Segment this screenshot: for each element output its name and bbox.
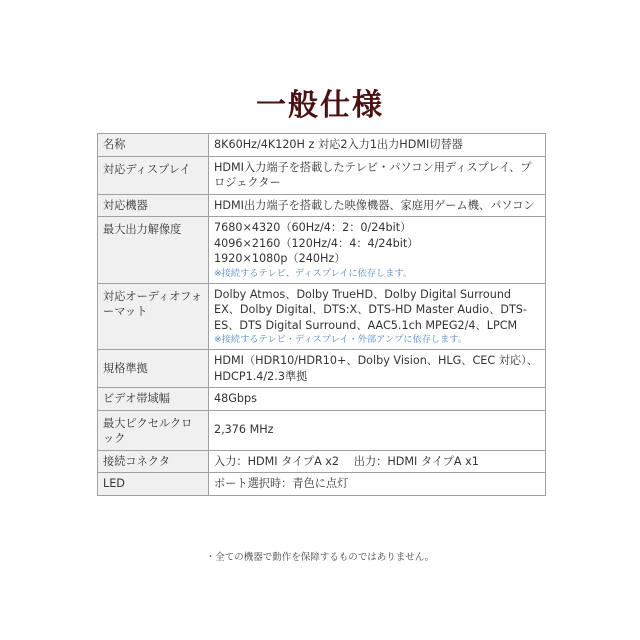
value-line: 2,376 MHz [214, 423, 274, 437]
row-value [209, 410, 546, 450]
row-label: 接続コネクタ [98, 450, 209, 473]
row-label: 名称 [98, 134, 209, 157]
table-row [98, 217, 546, 284]
value-line: HDMI入力端子を搭載したテレビ・パソコン用ディスプレイ、プロジェクター [214, 160, 532, 189]
table-row [98, 194, 546, 217]
row-value [209, 283, 546, 350]
value-line: Dolby Atmos、Dolby TrueHD、Dolby Digital Surround EX、Dolby Digital、DTS:X、DTS-HD Master Audio、DTS-ES、DTS Digital Surround、AAC5.1ch MPEG2/4、LPCM [214, 287, 527, 332]
row-label: 最大ピクセルクロック [98, 410, 209, 450]
table-row [98, 450, 546, 473]
row-label: ビデオ帯域幅 [98, 388, 209, 411]
value-line: ポート選択時：青色に点灯 [214, 477, 349, 490]
table-row [98, 410, 546, 450]
value-line: 入力：HDMI タイプA x2 出力：HDMI タイプA x1 [214, 454, 479, 468]
row-label: 最大出力解像度 [98, 217, 209, 284]
footnote: ・全ての機器で動作を保障するものではありません。 [205, 552, 435, 563]
row-label: 対応オーディオフォーマット [98, 283, 209, 350]
note-text: ※接続するテレビ・ディスプレイ・外部アンプに依存します。 [214, 334, 467, 345]
table-row [98, 156, 546, 194]
row-value [209, 388, 546, 411]
value-line: HDMI出力端子を搭載した映像機器、家庭用ゲーム機、パソコン [214, 198, 535, 212]
row-value [209, 350, 546, 388]
row-label: 規格準拠 [98, 350, 209, 388]
value-line: 48Gbps [214, 392, 257, 405]
table-row [98, 388, 546, 411]
page-title: 一般仕様 [256, 88, 384, 123]
table-row [98, 473, 546, 496]
value-line: 7680×4320（60Hz/4：2：0/24bit） [214, 221, 412, 234]
note-text: ※接続するテレビ、ディスプレイに依存します。 [214, 267, 413, 279]
row-label: LED [98, 473, 209, 496]
row-value [209, 473, 546, 496]
table-row [98, 134, 546, 157]
row-value [209, 450, 546, 473]
value-line: 1920×1080p（240Hz） [214, 252, 346, 265]
row-value [209, 194, 546, 217]
value-line: HDMI（HDR10/HDR10+、Dolby Vision、HLG、CEC 対応）、HDCP1.4/2.3準拠 [214, 354, 538, 383]
spec-table [97, 133, 546, 496]
table-row [98, 350, 546, 388]
table-row [98, 283, 546, 350]
row-value [209, 217, 546, 284]
row-label: 対応機器 [98, 194, 209, 217]
row-value [209, 156, 546, 194]
value-line: 8K60Hz/4K120H z 対応2入力1出力HDMI切替器 [214, 138, 463, 151]
row-value [209, 134, 546, 157]
row-label: 対応ディスプレイ [98, 156, 209, 194]
value-line: 4096×2160（120Hz/4：4：4/24bit） [214, 236, 419, 250]
